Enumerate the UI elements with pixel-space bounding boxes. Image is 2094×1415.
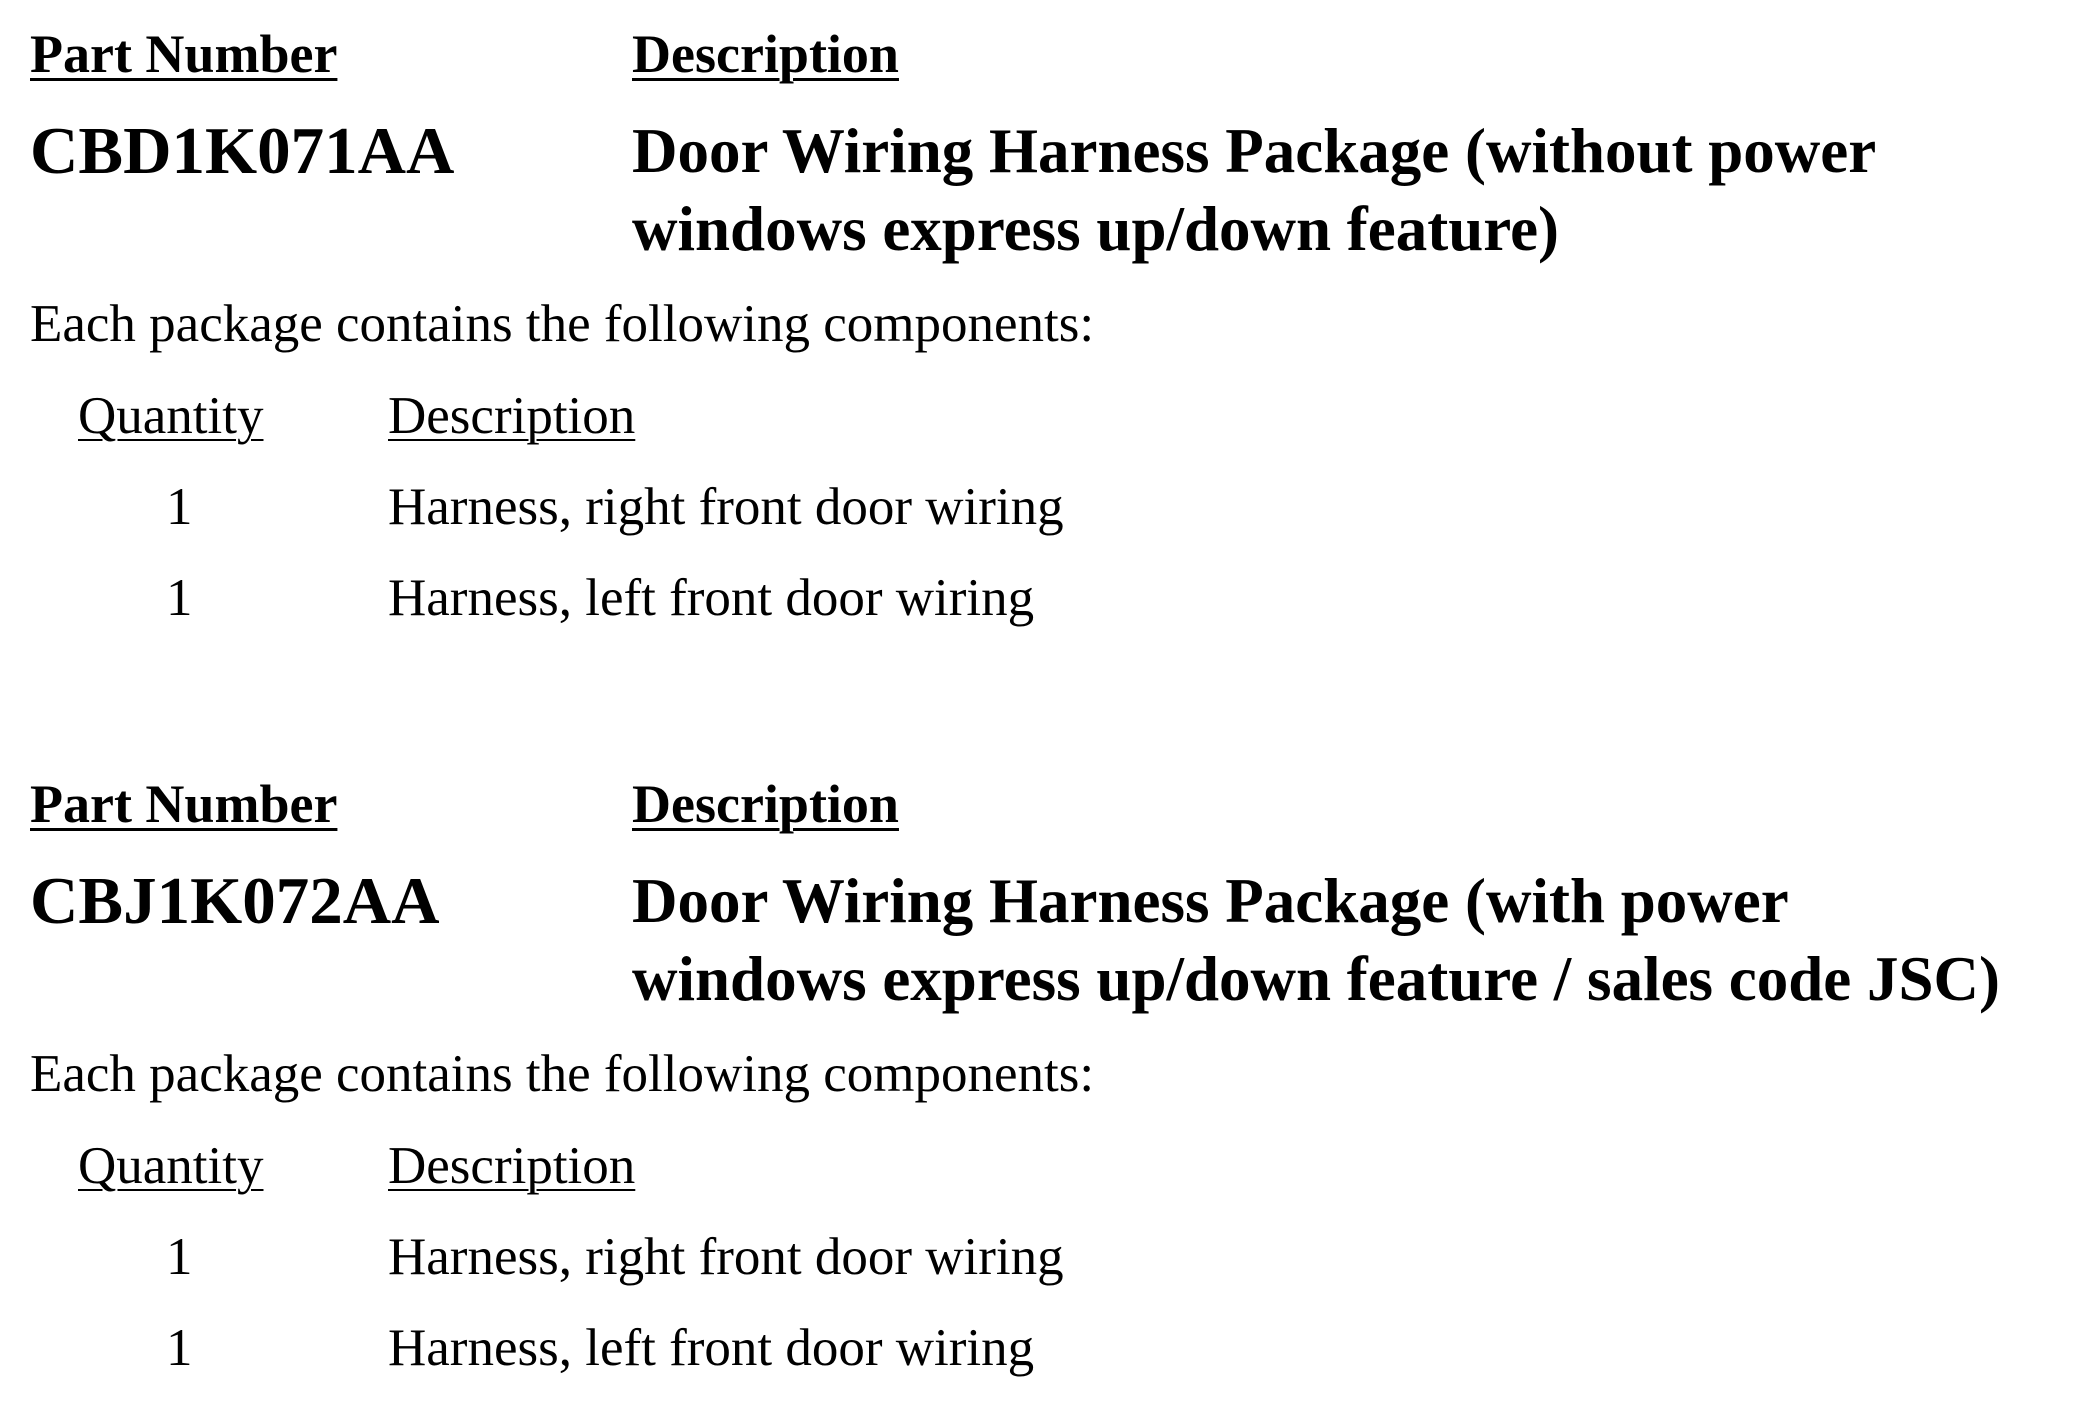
part-number: CBJ1K072AA [30, 864, 440, 938]
package-description-line: Door Wiring Harness Package (with power [632, 866, 1789, 936]
component-row [0, 475, 1800, 545]
package-description [632, 112, 2092, 268]
package-description-line: windows express up/down feature / sales code JSC) [632, 944, 2001, 1014]
quantity-header: Quantity [78, 387, 264, 445]
components-intro: Each package contains the following components: [30, 1045, 1095, 1103]
component-description-header: Description [388, 387, 636, 445]
component-quantity: 1 [166, 1228, 193, 1286]
description-header: Description [632, 24, 899, 84]
package-description-line: windows express up/down feature) [632, 194, 1560, 264]
component-quantity: 1 [166, 1319, 193, 1377]
component-description: Harness, left front door wiring [388, 569, 1035, 627]
package-description [632, 862, 2092, 1018]
component-description-header: Description [388, 1137, 636, 1195]
quantity-header: Quantity [78, 1137, 264, 1195]
component-description: Harness, right front door wiring [388, 1228, 1064, 1286]
component-quantity: 1 [166, 478, 193, 536]
part-number-header: Part Number [30, 774, 338, 834]
component-description: Harness, right front door wiring [388, 478, 1064, 536]
component-description: Harness, left front door wiring [388, 1319, 1035, 1377]
components-intro: Each package contains the following components: [30, 295, 1095, 353]
component-row [0, 1316, 1800, 1386]
component-quantity: 1 [166, 569, 193, 627]
part-number-header: Part Number [30, 24, 338, 84]
part-number: CBD1K071AA [30, 114, 455, 188]
component-row [0, 1225, 1800, 1295]
package-description-line: Door Wiring Harness Package (without power [632, 116, 1877, 186]
description-header: Description [632, 774, 899, 834]
component-row [0, 566, 1800, 636]
